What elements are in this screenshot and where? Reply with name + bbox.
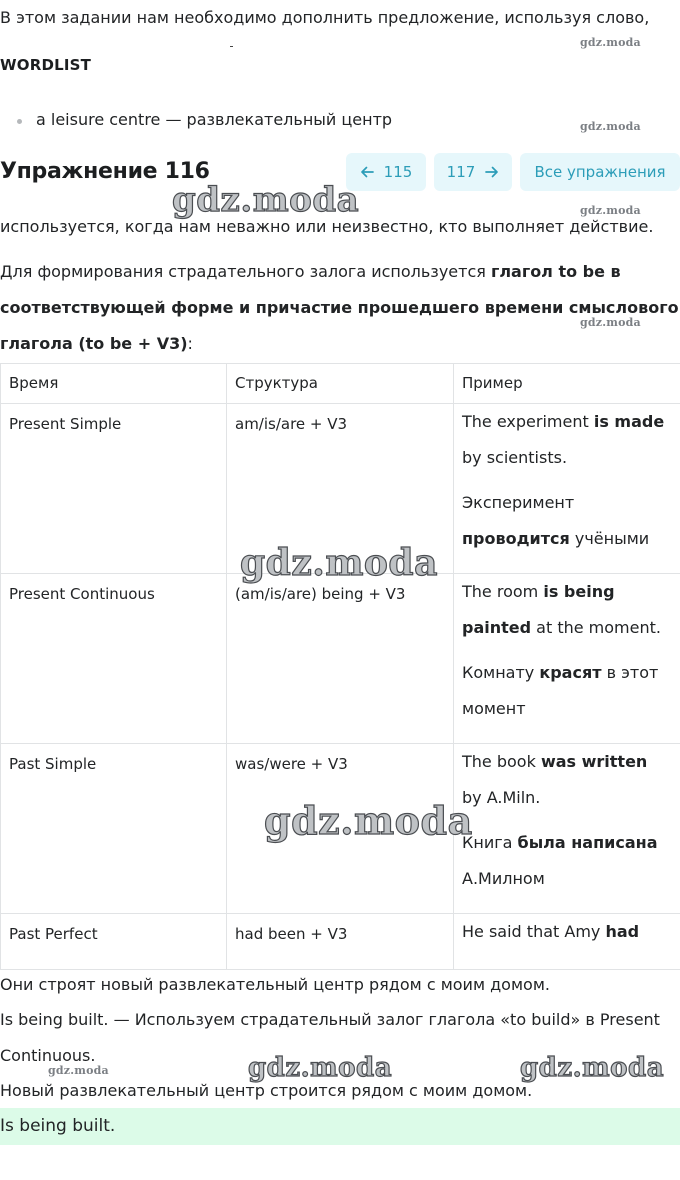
explanation-line-2 bbox=[0, 260, 621, 284]
watermark: gdz.moda bbox=[580, 316, 641, 329]
structure-cell: had been + V3 bbox=[227, 914, 454, 970]
explanation-line-1: используется, когда нам неважно или неизвестно, кто выполняет действие. bbox=[0, 217, 654, 236]
example-ru: Книга была написана А.Милном bbox=[462, 833, 658, 888]
explanation-line-3: соответствующей форме и причастие прошедшего времени смыслового bbox=[0, 298, 679, 317]
wordlist-title: WORDLIST bbox=[0, 56, 92, 74]
table-row bbox=[1, 914, 680, 970]
example-cell bbox=[454, 574, 680, 744]
exercise-title: Упражнение 116 bbox=[0, 159, 210, 184]
header-example: Пример bbox=[454, 364, 680, 404]
example-en: The experiment is made by scientists. bbox=[462, 412, 665, 467]
wordlist-item: a leisure centre — развлекательный центр bbox=[36, 110, 393, 129]
watermark-large: gdz.moda bbox=[240, 542, 438, 584]
structure-cell: was/were + V3 bbox=[227, 744, 454, 914]
explanation-line-4-tail: : bbox=[187, 334, 193, 353]
table-header-row bbox=[1, 364, 680, 404]
example-cell bbox=[454, 404, 680, 574]
watermark: gdz.moda bbox=[580, 120, 641, 133]
tense-cell: Present Continuous bbox=[1, 574, 227, 744]
header-structure: Структура bbox=[227, 364, 454, 404]
tense-cell: Past Simple bbox=[1, 744, 227, 914]
example-en: The book was written by A.Miln. bbox=[462, 752, 648, 807]
watermark: gdz.moda bbox=[48, 1064, 109, 1077]
example-en: The room is being painted at the moment. bbox=[462, 582, 661, 637]
explanation-line-2-bold: глагол to be в bbox=[490, 262, 621, 281]
header-time: Время bbox=[1, 364, 227, 404]
table-row bbox=[1, 574, 680, 744]
explanation-line-2-plain: Для формирования страдательного залога используется bbox=[0, 262, 491, 281]
all-exercises-label: Все упражнения bbox=[534, 163, 666, 181]
dot-divider bbox=[230, 46, 233, 47]
example-en: He said that Amy had bbox=[462, 922, 640, 941]
bullet-icon bbox=[17, 119, 22, 124]
watermark-large: gdz.moda bbox=[264, 798, 473, 843]
watermark-large: gdz.moda bbox=[520, 1053, 665, 1083]
solution-line-4: Новый развлекательный центр строится рядом с моим домом. bbox=[0, 1081, 533, 1100]
watermark: gdz.moda bbox=[580, 204, 641, 217]
passive-voice-table bbox=[0, 363, 680, 970]
explanation-line-4-bold: глагола (to be + V3) bbox=[0, 334, 188, 353]
example-cell bbox=[454, 744, 680, 914]
structure-cell: (am/is/are) being + V3 bbox=[227, 574, 454, 744]
tense-cell: Present Simple bbox=[1, 404, 227, 574]
answer-box bbox=[0, 1108, 680, 1145]
example-ru: Эксперимент проводится учёными bbox=[462, 493, 650, 548]
solution-line-2: Is being built. — Используем страдательный залог глагола «to build» в Present bbox=[0, 1010, 660, 1029]
solution-line-1: Они строят новый развлекательный центр рядом с моим домом. bbox=[0, 975, 550, 994]
watermark-large: gdz.moda bbox=[172, 180, 360, 220]
arrow-left-icon bbox=[360, 165, 374, 179]
example-cell bbox=[454, 914, 680, 970]
task-text: В этом задании нам необходимо дополнить предложение, используя слово, bbox=[0, 8, 650, 27]
all-exercises-button[interactable] bbox=[520, 153, 680, 191]
watermark: gdz.moda bbox=[580, 36, 641, 49]
structure-cell: am/is/are + V3 bbox=[227, 404, 454, 574]
example-ru: Комнату красят в этот момент bbox=[462, 663, 659, 718]
watermark-large: gdz.moda bbox=[248, 1053, 393, 1083]
next-exercise-button[interactable] bbox=[434, 153, 512, 191]
next-exercise-label: 117 bbox=[446, 163, 476, 181]
explanation-line-4 bbox=[0, 332, 193, 356]
prev-exercise-label: 115 bbox=[383, 163, 413, 181]
tense-cell: Past Perfect bbox=[1, 914, 227, 970]
arrow-right-icon bbox=[485, 165, 499, 179]
answer-text: Is being built. bbox=[0, 1116, 116, 1136]
solution-line-3: Continuous. bbox=[0, 1046, 96, 1065]
